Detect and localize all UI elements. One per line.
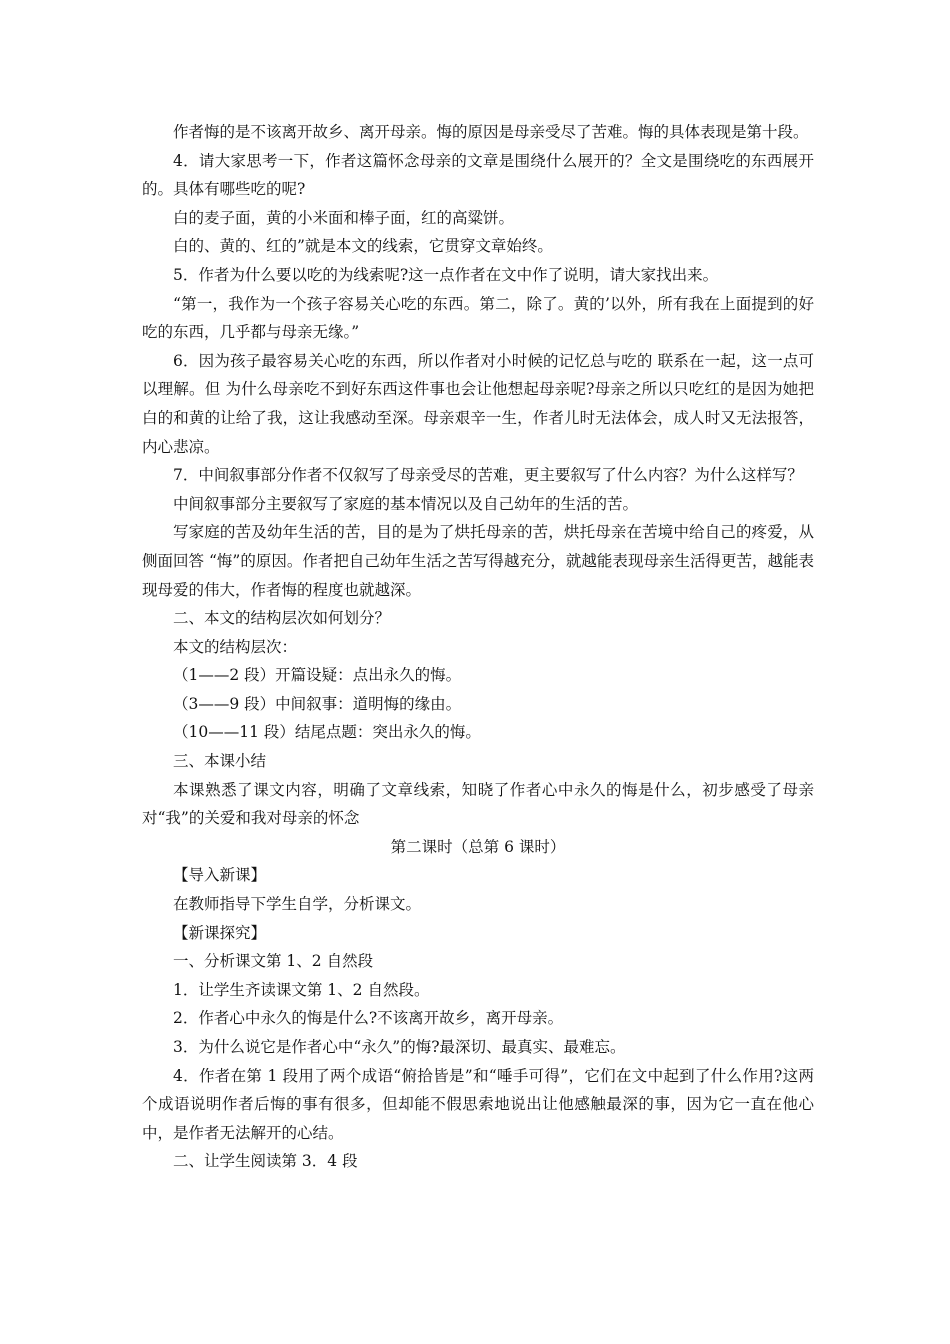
document-body	[142, 118, 814, 1176]
paragraph: 1．让学生齐读课文第 1、2 自然段。	[173, 980, 430, 999]
paragraph: 本文的结构层次：	[173, 637, 298, 656]
paragraph: 7．中间叙事部分作者不仅叙写了母亲受尽的苦难，更主要叙写了什么内容？为什么这样写？	[173, 466, 803, 485]
section-heading: 一、分析课文第 1、2 自然段	[173, 952, 374, 971]
structure-item: （10——11 段）结尾点题：突出永久的悔。	[173, 723, 481, 742]
paragraph: 在教师指导下学生自学，分析课文。	[173, 895, 422, 914]
paragraph: 4．作者在第 1 段用了两个成语“俯拾皆是”和“唾手可得”，它们在文中起到了什么作用?这两个成语说明作者后悔的事有很多，但却能不假思索地说出让他感触最深的事，因为它一直在他心中，是作者无法解开的心结。	[142, 1066, 814, 1142]
paragraph: 4．请大家思考一下，作者这篇怀念母亲的文章是围绕什么展开的？全文是围绕吃的东西展开的。具体有哪些吃的呢?	[142, 151, 814, 199]
section-heading: 三、本课小结	[173, 752, 267, 771]
paragraph: 6．因为孩子最容易关心吃的东西，所以作者对小时候的记忆总与吃的 联系在一起，这一点可以理解。但 为什么母亲吃不到好东西这件事也会让他想起母亲呢?母亲之所以只吃红的是因为她把白的和黄的让给了我，这让我感动至深。母亲艰辛一生，作者儿时无法体会，成人时又无法报答，内心悲凉。	[142, 351, 814, 456]
paragraph: 白的、黄的、红的”就是本文的线索，它贯穿文章始终。	[173, 237, 553, 256]
structure-item: （3——9 段）中间叙事：道明悔的缘由。	[173, 694, 462, 713]
paragraph: 5．作者为什么要以吃的为线索呢?这一点作者在文中作了说明，请大家找出来。	[173, 265, 719, 284]
section-heading: 二、本文的结构层次如何划分？	[173, 609, 391, 628]
paragraph: 中间叙事部分主要叙写了家庭的基本情况以及自己幼年的生活的苦。	[173, 494, 639, 513]
paragraph: “第一，我作为一个孩子容易关心吃的东西。第二，除了。黄的’以外，所有我在上面提到的好吃的东西，几乎都与母亲无缘。”	[142, 294, 814, 342]
section-heading: 【新课探究】	[173, 923, 267, 942]
paragraph: 3．为什么说它是作者心中“永久”的悔?最深切、最真实、最难忘。	[173, 1038, 626, 1056]
paragraph: 白的麦子面，黄的小米面和棒子面，红的高粱饼。	[173, 208, 515, 227]
paragraph: 2．作者心中永久的悔是什么?不该离开故乡，离开母亲。	[173, 1009, 564, 1028]
lesson-title: 第二课时（总第 6 课时）	[390, 837, 566, 856]
paragraph: 写家庭的苦及幼年生活的苦，目的是为了烘托母亲的苦，烘托母亲在苦境中给自己的疼爱，从侧面回答 “悔”的原因。作者把自己幼年生活之苦写得越充分，就越能表现母亲生活得更苦，越能表现母爱的伟大，作者悔的程度也就越深。	[142, 523, 814, 599]
section-heading: 二、让学生阅读第 3．4 段	[173, 1152, 358, 1171]
paragraph: 本课熟悉了课文内容，明确了文章线索，知晓了作者心中永久的悔是什么，初步感受了母亲对“我”的关爱和我对母亲的怀念	[142, 780, 814, 828]
section-heading: 【导入新课】	[173, 866, 267, 885]
paragraph: 作者悔的是不该离开故乡、离开母亲。悔的原因是母亲受尽了苦难。悔的具体表现是第十段。	[173, 123, 809, 141]
structure-item: （1——2 段）开篇设疑：点出永久的悔。	[173, 666, 462, 685]
